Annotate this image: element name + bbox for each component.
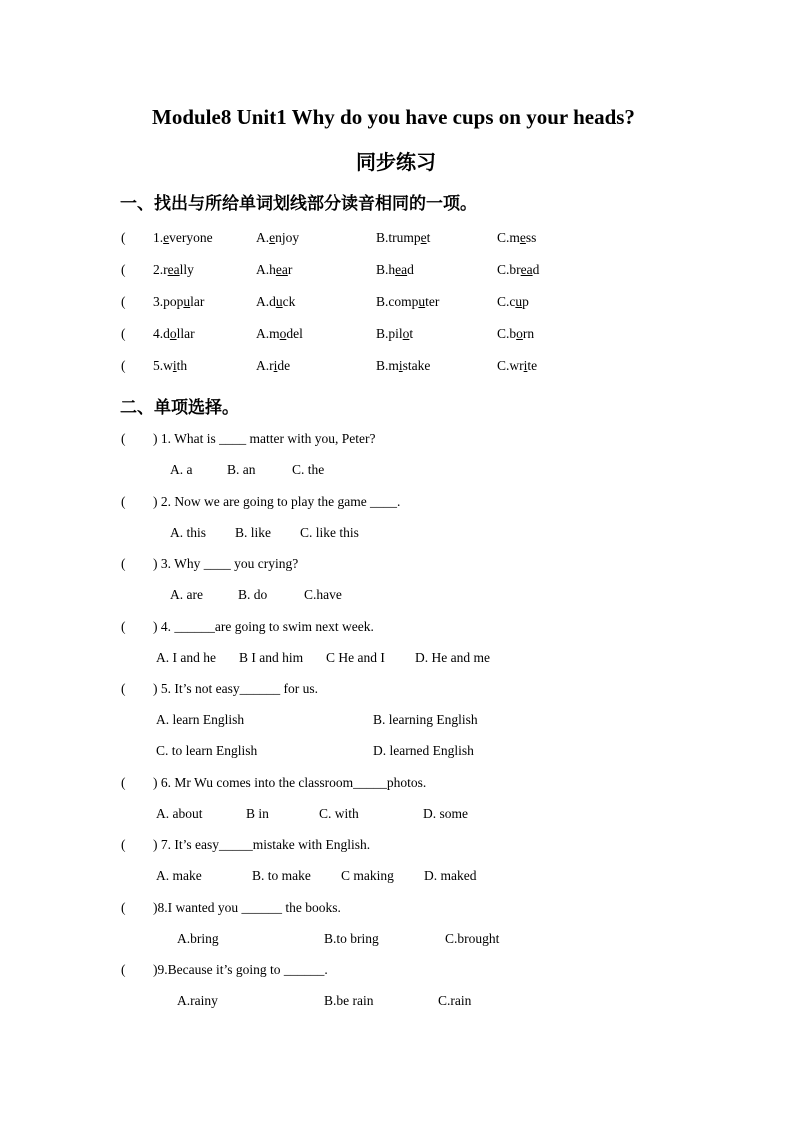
option-a: A.model xyxy=(256,326,303,341)
answer-paren: ( xyxy=(121,262,126,277)
page-subtitle: 同步练习 xyxy=(356,152,436,174)
choice-option: C.have xyxy=(304,587,342,602)
answer-paren: ( xyxy=(121,358,126,373)
choice-option: A. about xyxy=(156,806,203,821)
choice-option: D. learned English xyxy=(373,743,474,758)
option-a: A.duck xyxy=(256,294,296,309)
question-text: ) 2. Now we are going to play the game ____. xyxy=(153,494,401,509)
choice-option: C. with xyxy=(319,806,359,821)
section1-heading: 一、找出与所给单词划线部分读音相同的一项。 xyxy=(120,194,477,214)
choice-option: A. learn English xyxy=(156,712,245,727)
option-c: C.born xyxy=(497,326,535,341)
answer-paren: ( xyxy=(121,431,126,446)
choice-option: C. the xyxy=(292,462,325,477)
choice-option: C.brought xyxy=(445,931,500,946)
option-b: B.mistake xyxy=(376,358,431,373)
option-c: C.cup xyxy=(497,294,529,309)
option-c: C.write xyxy=(497,358,538,373)
choice-option: D. He and me xyxy=(415,650,490,665)
choice-option: B. learning English xyxy=(373,712,478,727)
choice-option: A. are xyxy=(170,587,203,602)
question-text: ) 1. What is ____ matter with you, Peter? xyxy=(153,431,376,446)
choice-option: B. to make xyxy=(252,868,311,883)
answer-paren: ( xyxy=(121,962,126,977)
choice-option: C.rain xyxy=(438,993,472,1008)
option-b: B.pilot xyxy=(376,326,414,341)
option-a: A.hear xyxy=(256,262,293,277)
answer-paren: ( xyxy=(121,494,126,509)
option-a: A.ride xyxy=(256,358,291,373)
answer-paren: ( xyxy=(121,900,126,915)
answer-paren: ( xyxy=(121,681,126,696)
option-b: B.computer xyxy=(376,294,440,309)
section2-heading: 二、单项选择。 xyxy=(120,398,239,418)
answer-paren: ( xyxy=(121,837,126,852)
item-word: 3.popular xyxy=(153,294,205,309)
answer-paren: ( xyxy=(121,326,126,341)
choice-option: C. to learn English xyxy=(156,743,258,758)
choice-option: A.rainy xyxy=(177,993,218,1008)
option-b: B.head xyxy=(376,262,414,277)
answer-paren: ( xyxy=(121,619,126,634)
question-text: )8.I wanted you ______ the books. xyxy=(153,900,341,915)
answer-paren: ( xyxy=(121,556,126,571)
answer-paren: ( xyxy=(121,294,126,309)
item-word: 1.everyone xyxy=(153,230,213,245)
choice-option: D. maked xyxy=(424,868,477,883)
choice-option: B. an xyxy=(227,462,256,477)
item-word: 4.dollar xyxy=(153,326,195,341)
choice-option: B in xyxy=(246,806,269,821)
item-word: 2.really xyxy=(153,262,194,277)
choice-option: A.bring xyxy=(177,931,219,946)
option-a: A.enjoy xyxy=(256,230,300,245)
choice-option: B. do xyxy=(238,587,268,602)
page-title: Module8 Unit1 Why do you have cups on your heads? xyxy=(152,105,635,129)
choice-option: B I and him xyxy=(239,650,304,665)
choice-option: B.be rain xyxy=(324,993,374,1008)
choice-option: A. a xyxy=(170,462,193,477)
question-text: ) 5. It’s not easy______ for us. xyxy=(153,681,318,696)
choice-option: B.to bring xyxy=(324,931,379,946)
choice-option: D. some xyxy=(423,806,468,821)
option-b: B.trumpet xyxy=(376,230,431,245)
choice-option: A. this xyxy=(170,525,207,540)
choice-option: A. I and he xyxy=(156,650,216,665)
choice-option: C making xyxy=(341,868,394,883)
answer-paren: ( xyxy=(121,775,126,790)
question-text: ) 4. ______are going to swim next week. xyxy=(153,619,374,634)
item-word: 5.with xyxy=(153,358,188,373)
choice-option: B. like xyxy=(235,525,271,540)
choice-option: C He and I xyxy=(326,650,385,665)
question-text: ) 7. It’s easy_____mistake with English. xyxy=(153,837,371,852)
question-text: ) 3. Why ____ you crying? xyxy=(153,556,299,571)
answer-paren: ( xyxy=(121,230,126,245)
option-c: C.mess xyxy=(497,230,537,245)
option-c: C.bread xyxy=(497,262,540,277)
choice-option: A. make xyxy=(156,868,202,883)
question-text: )9.Because it’s going to ______. xyxy=(153,962,328,977)
choice-option: C. like this xyxy=(300,525,359,540)
question-text: ) 6. Mr Wu comes into the classroom_____photos. xyxy=(153,775,427,790)
